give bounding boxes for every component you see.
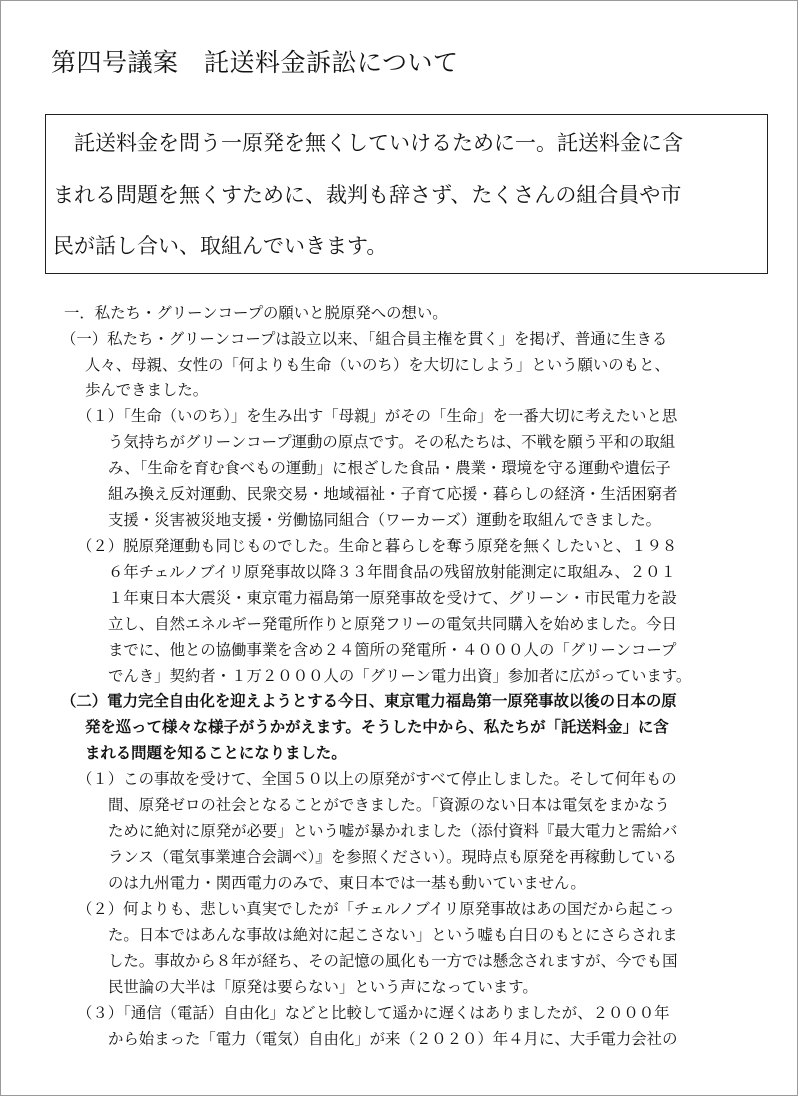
paragraph-line: た。日本ではあんな事故は絶対に起こさない」という嘘も白日のもとにさらされま xyxy=(108,926,678,944)
paragraph-line: （２）何よりも、悲しい真実でしたが「チェルノブイリ原発事故はあの国だから起こっ xyxy=(77,900,675,918)
paragraph-line: １年東日本大震災・東京電力福島第一原発事故を受けて、グリーン・市民電力を設 xyxy=(108,589,677,607)
paragraph-line: う気持ちがグリーンコープ運動の原点です。その私たちは、不戦を願う平和の取組 xyxy=(108,433,676,451)
paragraph-line: ６年チェルノブイリ原発事故以降３３年間食品の残留放射能測定に取組み、２０１ xyxy=(108,563,676,581)
paragraph-line: ために絶対に原発が必要」という嘘が暴かれました（添付資料『最大電力と需給バ xyxy=(108,822,678,840)
paragraph-line: から始まった「電力（電気）自由化」が来（２０２０）年４月に、大手電力会社の xyxy=(108,1030,678,1048)
paragraph-line: （１）「生命（いのち）」を生み出す「母親」がその「生命」を一番大切に考えたいと思 xyxy=(77,407,678,425)
summary-line: 民が話し合い、取組んでいきます。 xyxy=(53,234,388,258)
paragraph-line: のは九州電力・関西電力のみで、東日本では一基も動いていません。 xyxy=(108,874,586,892)
paragraph-line: ランス（電気事業連合会調べ）』を参照ください）。現時点も原発を再稼動している xyxy=(108,848,677,866)
paragraph-line: （１）この事故を受けて、全国５０以上の原発がすべて停止しました。そして何年もの xyxy=(77,770,677,788)
paragraph-line: 歩んできました。 xyxy=(85,381,209,399)
paragraph-line: み、「生命を育む食べもの運動」に根ざした食品・農業・環境を守る運動や遺伝子 xyxy=(108,459,671,477)
paragraph-line: した。事故から８年が経ち、その記憶の風化も一方では懸念されますが、今でも国 xyxy=(108,952,678,970)
paragraph-line: （一）私たち・グリーンコープは設立以来、「組合員主権を貫く」を掲げ、普通に生きる xyxy=(61,330,668,348)
paragraph-line: でんき」契約者・１万２０００人の「グリーン電力出資」参加者に広がっています。 xyxy=(108,667,692,685)
page-title: 第四号議案 託送料金訴訟について xyxy=(51,48,459,77)
paragraph-line: 発を巡って様々な様子がうかがえます。そうした中から、私たちが「託送料金」に含 xyxy=(85,718,669,736)
paragraph-line: 組み換え反対運動、民衆交易・地域福祉・子育て応援・暮らしの経済・生活困窮者 xyxy=(108,485,678,503)
section-heading: 一．私たち・グリーンコープの願いと脱原発への想い。 xyxy=(64,304,448,322)
paragraph-line: 間、原発ゼロの社会となることができました。「資源のない日本は電気をまかなう xyxy=(108,796,670,814)
paragraph-line: （２）脱原発運動も同じものでした。生命と暮らしを奪う原発を無くしたいと、１９８ xyxy=(77,537,678,555)
paragraph-line: 支援・災害被災地支援・労働協同組合（ワーカーズ）運動を取組んできました。 xyxy=(108,511,661,529)
summary-line: まれる問題を無くすために、裁判も辞さず、たくさんの組合員や市 xyxy=(53,183,682,207)
paragraph-line: （二）電力完全自由化を迎えようとする今日、東京電力福島第一原発事故以後の日本の原 xyxy=(61,692,677,710)
paragraph-line: までに、他との協働事業を含め２４箇所の発電所・４０００人の「グリーンコープ xyxy=(108,641,677,659)
summary-line: 託送料金を問う一原発を無くしていけるために一。託送料金に含 xyxy=(53,131,683,155)
paragraph-line: （３）「通信（電話）自由化」などと比較して遥かに遅くはありましたが、２０００年 xyxy=(77,1004,670,1022)
paragraph-line: 人々、母親、女性の「何よりも生命（いのち）を大切にしよう」という願いのもと、 xyxy=(85,356,670,374)
paragraph-line: 立し、自然エネルギー発電所作りと原発フリーの電気共同購入を始めました。今日 xyxy=(108,615,677,633)
paragraph-line: 民世論の大半は「原発は要らない」という声になっています。 xyxy=(108,978,538,996)
paragraph-line: まれる問題を知ることになりました。 xyxy=(85,744,347,762)
